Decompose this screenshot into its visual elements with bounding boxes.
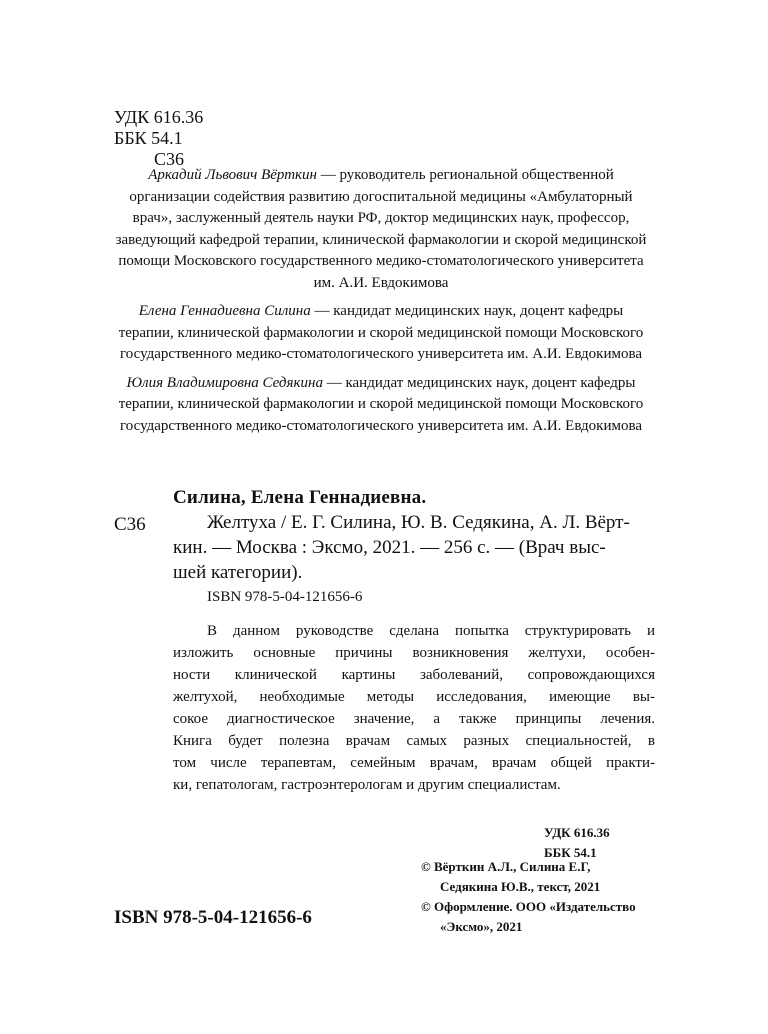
isbn-bottom: ISBN 978-5-04-121656-6 (114, 907, 312, 928)
author-name: Аркадий Львович Вёрткин (148, 167, 317, 183)
bib-line: шей категории). (173, 562, 303, 583)
author-bios (114, 165, 648, 444)
author-desc: — руководитель региональной общественной организации содействия развитию догоспитальной медицины «Амбулаторный врач», заслуженный деятель науки РФ, доктор медицинских наук, профессор, заведующий кафедрой терапии, клинической фармакологии и скорой медицинской помощи Московского государственного медико-стоматологического университета им. А.И. Евдокимова (115, 167, 647, 291)
bbk-code-bottom: ББК 54.1 (544, 845, 597, 860)
author-desc: — кандидат медицинских наук, доцент кафедры терапии, клинической фармакологии и скорой медицинской помощи Московского государственного медико-стоматологического университета им. А.И. Евдокимова (118, 374, 644, 434)
annotation-line: ности клинической картины заболеваний, сопровождающихся (173, 667, 655, 683)
author-bio (114, 301, 648, 366)
bib-line: кин. — Москва : Эксмо, 2021. — 256 с. — (Врач выс- (173, 537, 606, 558)
copyright-line: © Оформление. ООО «Издательство (421, 899, 636, 914)
copyright-line: © Вёрткин А.Л., Силина Е.Г, (421, 859, 591, 874)
main-author-heading: Силина, Елена Геннадиевна. (173, 487, 427, 508)
author-name: Елена Геннадиевна Силина (138, 303, 311, 319)
udk-code: УДК 616.36 (114, 107, 204, 127)
annotation-line: сокое диагностическое значение, а также принципы лечения. (173, 711, 655, 727)
isbn-line: ISBN 978-5-04-121656-6 (207, 589, 363, 605)
classification-codes (114, 107, 203, 170)
annotation-line: Книга будет полезна врачам самых разных специальностей, в (173, 733, 655, 749)
udk-code-bottom: УДК 616.36 (544, 825, 610, 840)
annotation-line: В данном руководстве сделана попытка структурировать и (207, 623, 655, 639)
bbk-code: ББК 54.1 (114, 128, 183, 148)
annotation (173, 620, 655, 796)
copyright-line: «Эксмо», 2021 (440, 919, 523, 934)
copyright-line: Седякина Ю.В., текст, 2021 (440, 879, 601, 894)
author-name: Юлия Владимировна Седякина (126, 374, 323, 391)
annotation-line: изложить основные причины возникновения желтухи, особен- (173, 645, 655, 661)
annotation-line: ки, гепатологам, гастроэнтерологам и другим специалистам. (173, 777, 561, 793)
annotation-line: том числе терапевтам, семейным врачам, врачам общей практи- (173, 755, 655, 771)
author-sign: С36 (154, 149, 185, 169)
author-bio (114, 165, 648, 294)
copyright-block (421, 857, 636, 937)
bib-line: Желтуха / Е. Г. Силина, Ю. В. Седякина, А. Л. Вёрт- (207, 512, 630, 533)
author-bio (114, 373, 648, 438)
author-sign-margin: С36 (114, 514, 146, 535)
bibliographic-description (173, 510, 655, 585)
annotation-line: желтухой, необходимые методы исследования, имеющие вы- (173, 689, 655, 705)
author-desc: — кандидат медицинских наук, доцент кафедры терапии, клинической фармакологии и скорой медицинской помощи Московского государственного медико-стоматологического университета им. А.И. Евдокимова (118, 303, 644, 362)
